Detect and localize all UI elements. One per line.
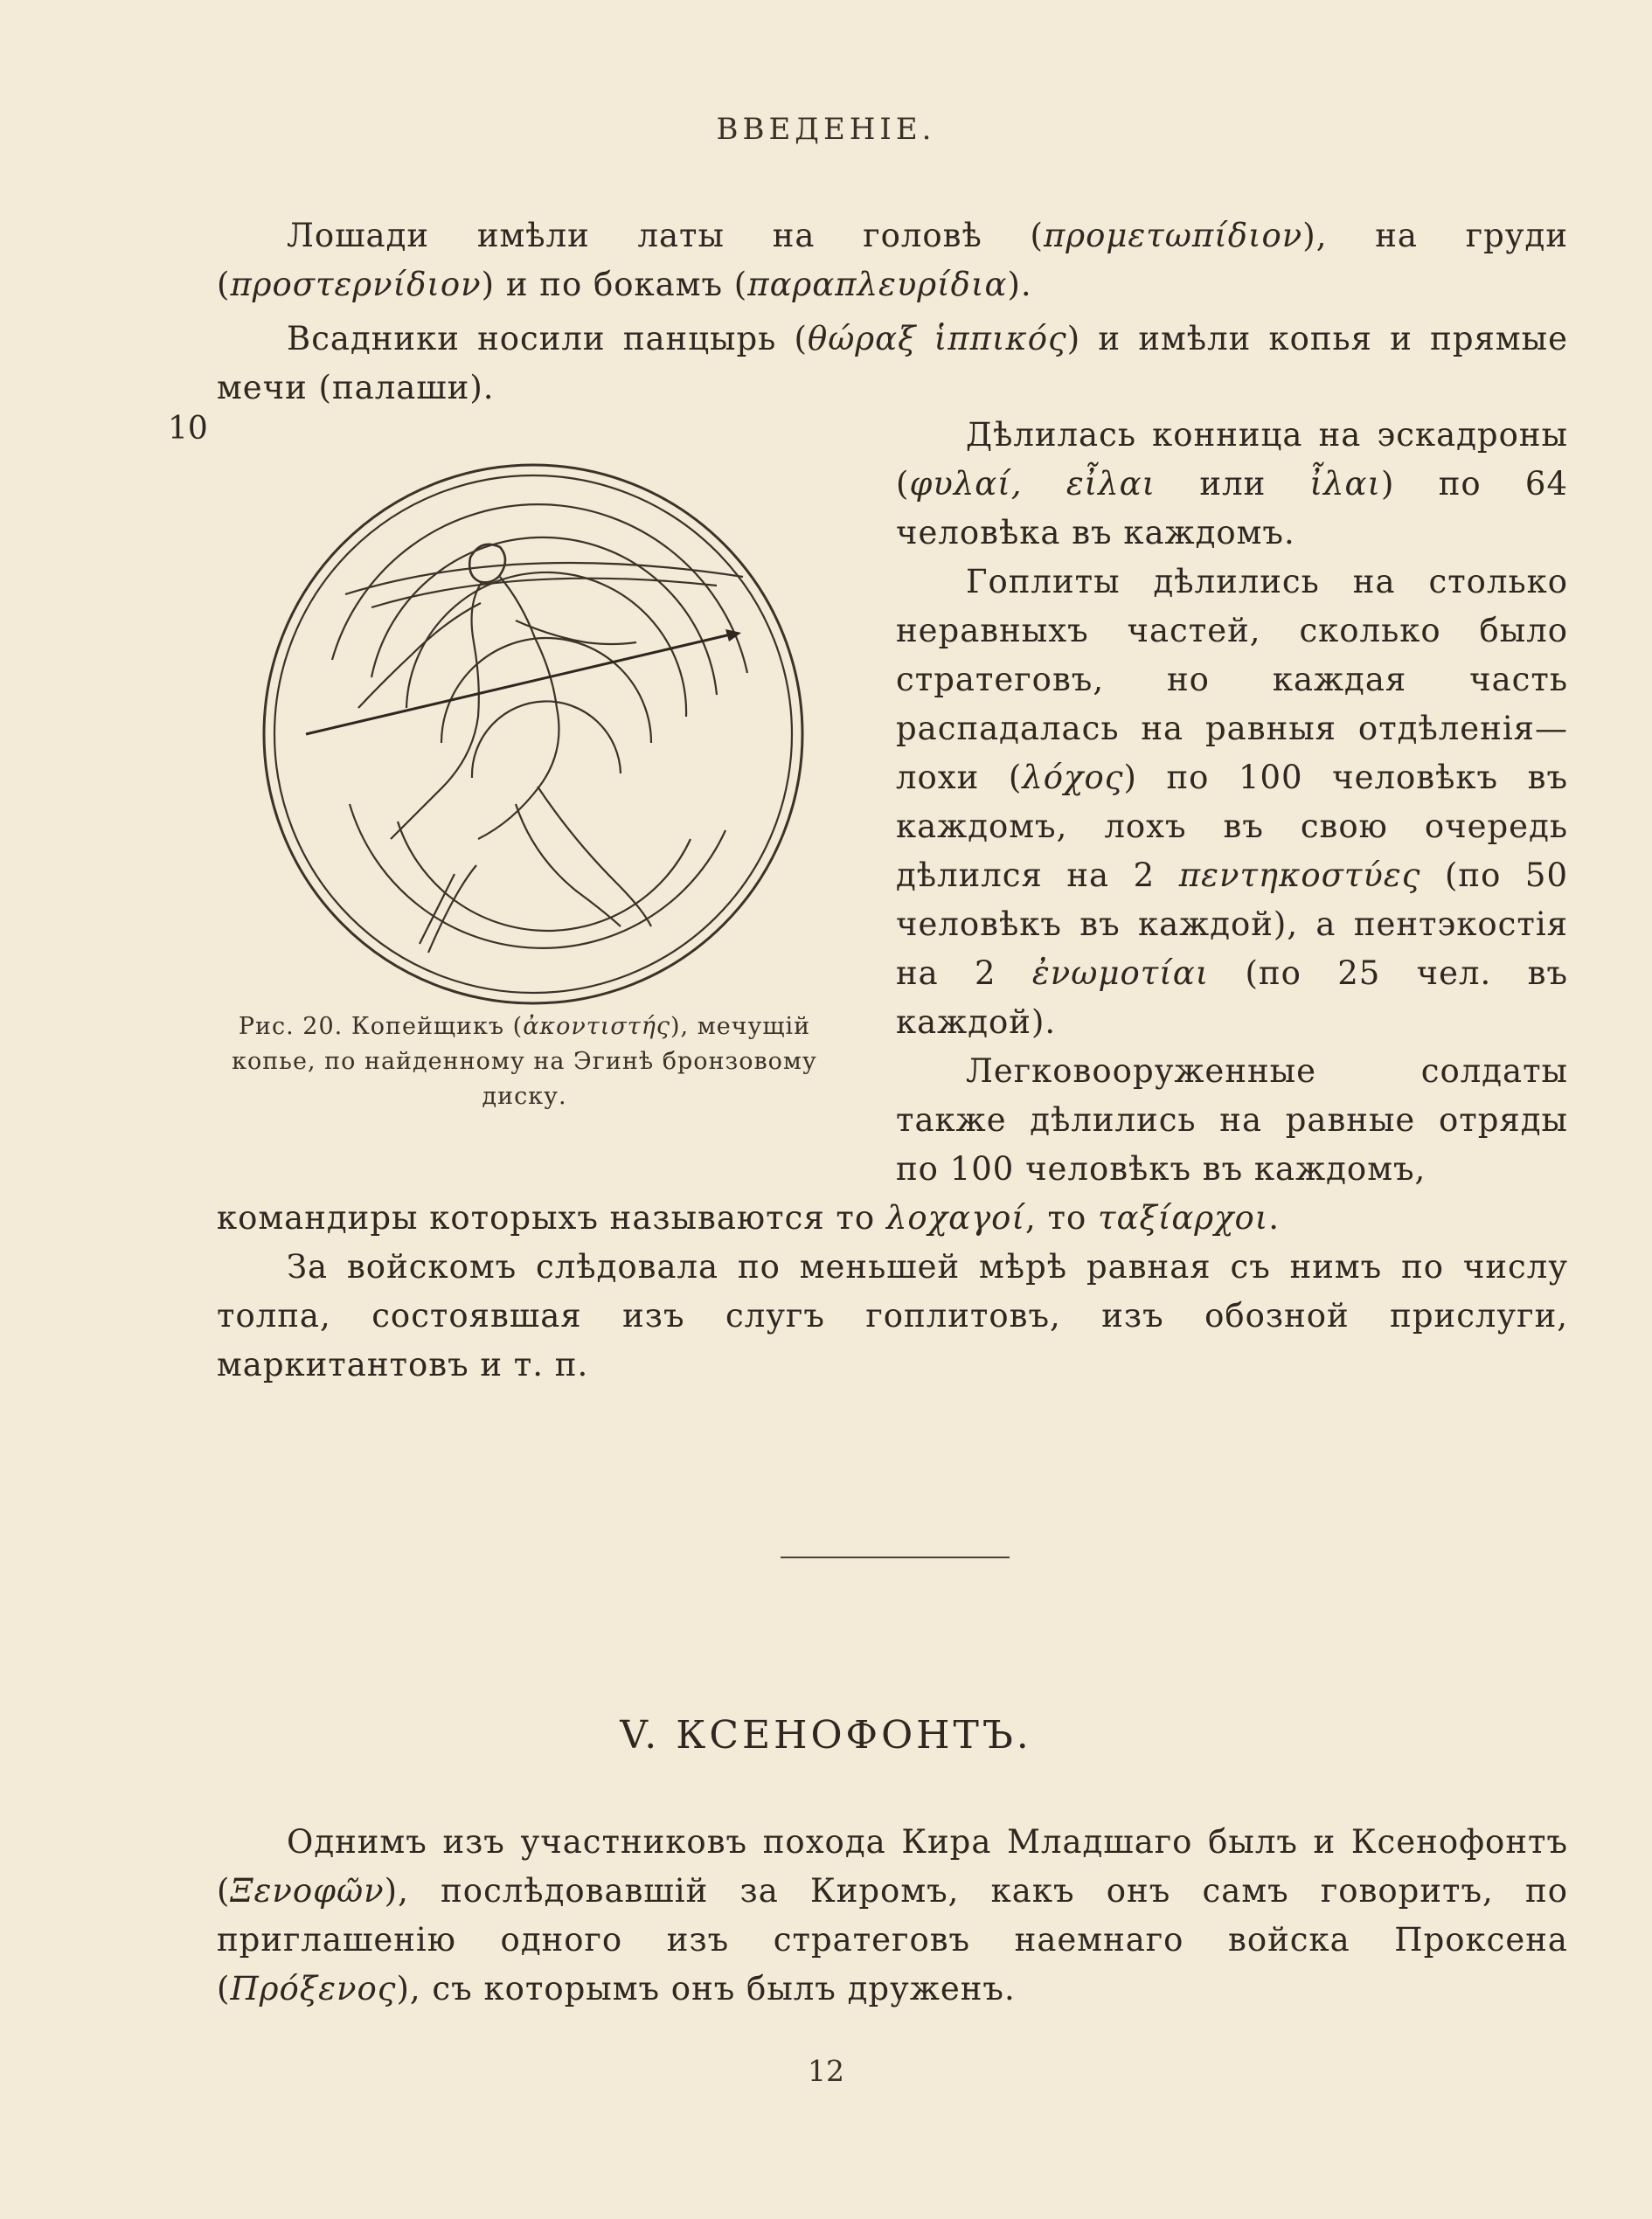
text-segment: Легковооруженные солдаты также дѣлились на равные отряды по 100 человѣкъ въ каждомъ, <box>896 1052 1568 1188</box>
greek-term: θώραξ ἱππικός <box>807 320 1067 357</box>
paragraph-horse-armour <box>217 211 1568 309</box>
greek-term: πεντηκοστύες <box>1178 856 1421 894</box>
text-segment: ), на груди ( <box>217 217 1568 303</box>
text-segment: командиры которыхъ называются то <box>217 1199 886 1237</box>
running-title: ВВЕДЕНІЕ. <box>716 112 936 147</box>
paragraph-light-infantry <box>896 1047 1568 1194</box>
section-title: V. КСЕНОФОНТЪ. <box>620 1713 1032 1758</box>
margin-line-number: 10 <box>168 411 208 447</box>
section-divider <box>781 1557 1010 1558</box>
text-segment: ). <box>1007 266 1032 303</box>
text-segment: ), съ которымъ онъ былъ друженъ. <box>396 1970 1016 2008</box>
text-segment: Однимъ изъ участниковъ похода Кира Младшаго былъ и Ксенофонтъ ( <box>217 1823 1568 1910</box>
text-segment: Гоплиты дѣлились на столько неравныхъ частей, сколько было стратеговъ, но каждая часть распадалась на равныя отдѣленія—лохи ( <box>896 563 1568 796</box>
text-segment: . <box>1268 1199 1281 1237</box>
greek-term: ἐνωμοτίαι <box>1031 954 1210 992</box>
text-segment: ) по 64 человѣка въ каждомъ. <box>896 465 1568 551</box>
greek-term: Πρόξενος <box>230 1970 397 2008</box>
paragraph-cavalry-squadrons <box>896 411 1568 558</box>
text-segment: (по 25 чел. въ каждой). <box>896 954 1568 1041</box>
javelin-thrower-disc-figure <box>253 454 813 1014</box>
greek-term: ταξίαρχοι <box>1098 1199 1269 1237</box>
greek-term: προμετωπίδιον <box>1044 217 1303 254</box>
caption-text: ), мечущій копье, по найденному на Эгинѣ бронзовому диску. <box>232 1013 817 1110</box>
text-segment: ) и имѣли копья и прямые мечи (палаши). <box>217 320 1568 406</box>
text-segment: или <box>1156 465 1310 503</box>
greek-term: ἀκοντιστής <box>523 1013 670 1040</box>
greek-term: φυλαί, εἶλαι <box>909 465 1156 503</box>
paragraph-horsemen <box>217 315 1568 413</box>
page-number: 12 <box>808 2054 844 2088</box>
paragraph-camp-followers <box>217 1243 1568 1390</box>
text-segment: , то <box>1024 1199 1098 1237</box>
text-segment: Лошади имѣли латы на головѣ ( <box>287 217 1044 254</box>
greek-term: ἶλαι <box>1309 465 1381 503</box>
caption-text: Рис. 20. Копейщикъ ( <box>238 1013 524 1040</box>
paragraph-xenophon <box>217 1818 1568 2014</box>
greek-term: παραπλευρίδια <box>747 266 1008 303</box>
text-segment: ), послѣдовавшій за Киромъ, какъ онъ самъ говоритъ, по приглашенію одного изъ стратеговъ наемнаго войска Проксена ( <box>217 1872 1568 2008</box>
greek-term: λόχος <box>1022 759 1124 796</box>
text-segment: За войскомъ слѣдовала по меньшей мѣрѣ равная съ нимъ по числу толпа, состоявшая изъ слугъ гоплитовъ, изъ обозной прислуги, маркитантовъ и т. п. <box>217 1248 1568 1383</box>
paragraph-hoplites <box>896 558 1568 1047</box>
text-segment: (по 50 человѣкъ въ каждой), а пентэкостія на 2 <box>896 856 1568 992</box>
text-segment: ) по 100 человѣкъ въ каждомъ, лохъ въ свою очередь дѣлился на 2 <box>896 759 1568 894</box>
greek-term: Ξενοφῶν <box>230 1872 385 1910</box>
text-segment: ) и по бокамъ ( <box>481 266 748 303</box>
greek-term: προστερνίδιον <box>230 266 482 303</box>
text-segment: Всадники носили панцырь ( <box>287 320 808 357</box>
text-segment: Дѣлилась конница на эскадроны ( <box>896 416 1568 503</box>
greek-term: λοχαγοί <box>885 1199 1025 1237</box>
figure-caption <box>219 1009 830 1114</box>
paragraph-light-infantry-cont <box>217 1194 1568 1243</box>
